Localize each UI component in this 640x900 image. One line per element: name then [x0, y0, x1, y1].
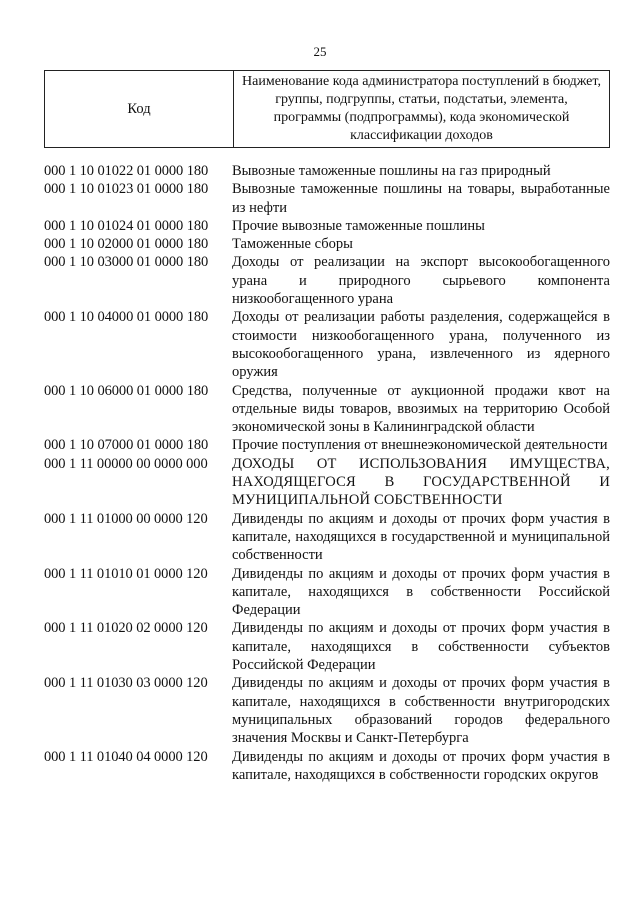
- table-row: [44, 382, 610, 437]
- table-row: [44, 308, 610, 381]
- row-name: Доходы от реализации на экспорт высокообогащенного урана и природного сырьевого компонента низкообогащенного урана: [232, 254, 610, 308]
- header-name-label: Наименование кода администратора поступлений в бюджет, группы, подгруппы, статьи, подстатьи, элемента, программы (подпрограммы), кода экономической классификации доходов: [242, 74, 601, 143]
- row-code: 000 1 10 03000 01 0000 180: [44, 254, 209, 271]
- row-code: 000 1 11 01000 00 0000 120: [44, 510, 208, 527]
- table-row: [44, 217, 610, 235]
- row-name: Дивиденды по акциям и доходы от прочих форм участия в капитале, находящихся в собственности городских округов: [232, 748, 610, 783]
- row-code: 000 1 11 01010 01 0000 120: [44, 565, 208, 582]
- row-name: ДОХОДЫ ОТ ИСПОЛЬЗОВАНИЯ ИМУЩЕСТВА, НАХОДЯЩЕГОСЯ В ГОСУДАРСТВЕННОЙ И МУНИЦИПАЛЬНОЙ СОБСТВЕННОСТИ: [232, 455, 610, 509]
- table-row: [44, 436, 610, 454]
- row-name: Дивиденды по акциям и доходы от прочих форм участия в капитале, находящихся в собственности внутригородских муниципальных образований городов федерального значения Москвы и Санкт-Петербурга: [232, 675, 610, 747]
- table-row: [44, 162, 610, 180]
- table-row: [44, 510, 610, 565]
- classification-list: [44, 162, 610, 784]
- page-number: 25: [313, 44, 327, 59]
- table-row: [44, 748, 610, 785]
- row-code: 000 1 10 01024 01 0000 180: [44, 217, 209, 234]
- row-name: Средства, полученные от аукционной продажи квот на отдельные виды товаров, ввозимых на территорию Особой экономической зоны в Калининградской области: [232, 382, 610, 436]
- table-row: [44, 455, 610, 510]
- header-code-label: Код: [45, 71, 234, 147]
- row-name: Вывозные таможенные пошлины на газ природный: [232, 163, 551, 179]
- table-row: [44, 619, 610, 674]
- table-header: [44, 70, 610, 148]
- row-name: Вывозные таможенные пошлины на товары, выработанные из нефти: [232, 181, 610, 216]
- table-row: [44, 180, 610, 217]
- table-row: [44, 674, 610, 747]
- table-row: [44, 253, 610, 308]
- row-code: 000 1 10 01023 01 0000 180: [44, 181, 209, 198]
- row-name: Таможенные сборы: [232, 236, 353, 253]
- row-code: 000 1 10 04000 01 0000 180: [44, 309, 209, 326]
- row-code: 000 1 11 01020 02 0000 120: [44, 620, 208, 637]
- row-code: 000 1 11 00000 00 0000 000: [44, 455, 208, 472]
- row-code: 000 1 11 01040 04 0000 120: [44, 748, 208, 765]
- row-code: 000 1 10 02000 01 0000 180: [44, 236, 209, 253]
- row-code: 000 1 10 01022 01 0000 180: [44, 163, 209, 179]
- row-name: Прочие вывозные таможенные пошлины: [232, 217, 485, 234]
- row-code: 000 1 10 07000 01 0000 180: [44, 437, 209, 454]
- table-row: [44, 235, 610, 253]
- row-name: Доходы от реализации работы разделения, содержащейся в стоимости низкообогащенного урана, полученного из высокообогащенного урана, извлеченного из ядерного оружия: [232, 309, 610, 381]
- table-row: [44, 565, 610, 620]
- row-name: Прочие поступления от внешнеэкономической деятельности: [232, 437, 608, 454]
- row-code: 000 1 11 01030 03 0000 120: [44, 675, 208, 692]
- row-name: Дивиденды по акциям и доходы от прочих форм участия в капитале, находящихся в государственной и муниципальной собственности: [232, 510, 610, 564]
- row-code: 000 1 10 06000 01 0000 180: [44, 382, 209, 399]
- row-name: Дивиденды по акциям и доходы от прочих форм участия в капитале, находящихся в собственности субъектов Российской Федерации: [232, 620, 610, 674]
- row-name: Дивиденды по акциям и доходы от прочих форм участия в капитале, находящихся в собственности Российской Федерации: [232, 565, 610, 619]
